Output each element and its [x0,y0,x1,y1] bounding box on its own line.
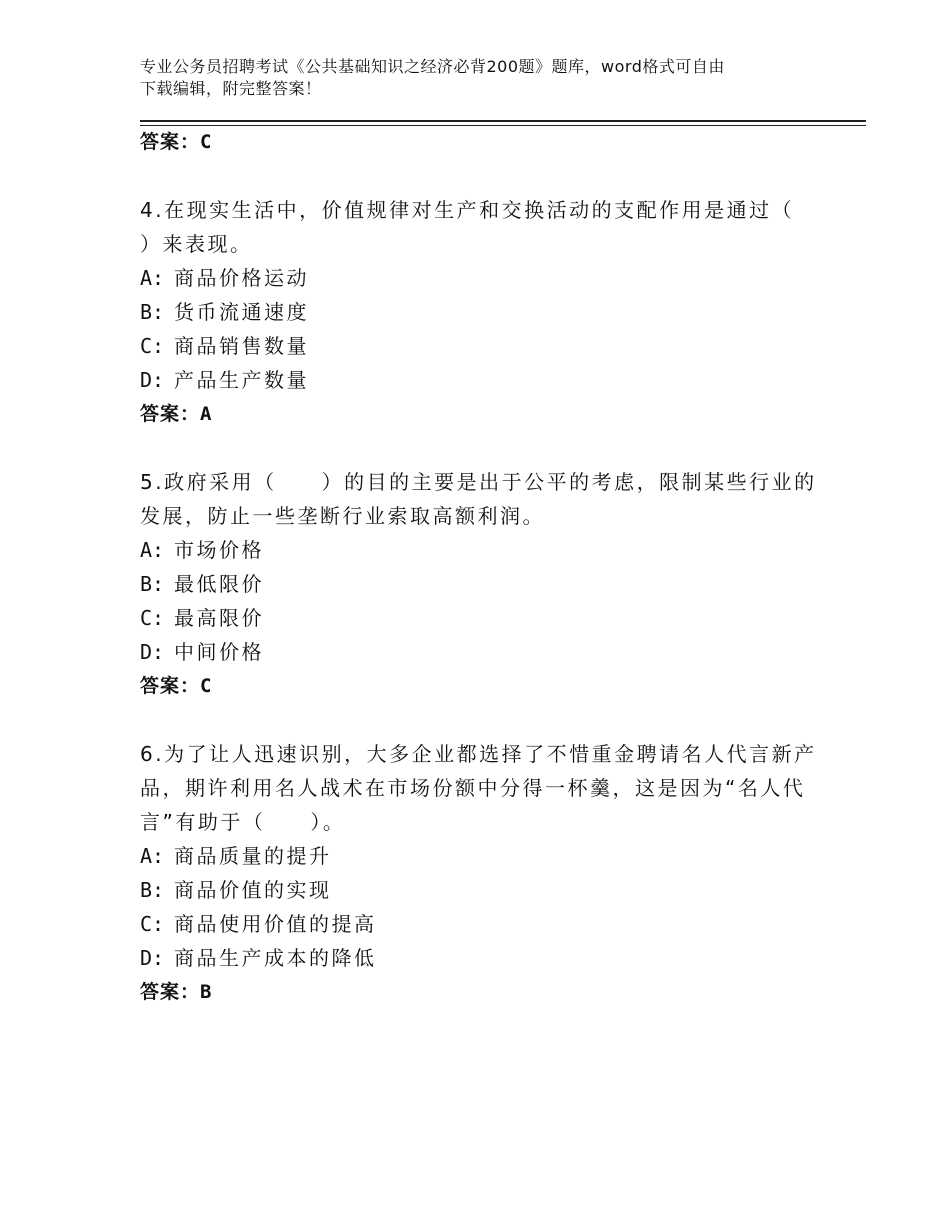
option-letter: B: [140,572,165,596]
option-text: 商品价值的实现 [174,878,332,902]
header-line-1: 专业公务员招聘考试《公共基础知识之经济必背200题》题库，word格式可自由 [140,57,725,76]
option-letter: C: [140,912,165,936]
option-b [140,567,820,601]
option-letter: C: [140,606,165,630]
answer-label: 答案： [140,131,201,153]
option-d [140,635,820,669]
option-letter: B: [140,878,165,902]
answer-line [140,975,820,1009]
option-letter: D: [140,640,165,664]
option-b [140,873,820,907]
option-c [140,601,820,635]
option-text: 最低限价 [174,572,264,596]
question-content [140,125,820,1009]
option-a [140,839,820,873]
page-header [140,56,840,100]
question-stem-line: 品，期许利用名人战术在市场份额中分得一杯羹，这是因为“名人代 [140,776,806,800]
option-text: 产品生产数量 [174,368,309,392]
option-text: 中间价格 [174,640,264,664]
option-a [140,261,820,295]
option-text: 商品生产成本的降低 [174,946,377,970]
option-text: 市场价格 [174,538,264,562]
answer-value: A [200,403,213,425]
header-divider-thick [140,120,866,122]
option-letter: D: [140,946,165,970]
option-d [140,941,820,975]
answer-label: 答案： [140,675,201,697]
option-text: 货币流通速度 [174,300,309,324]
question-stem-line: 6.为了让人迅速识别，大多企业都选择了不惜重金聘请名人代言新产 [140,742,817,766]
option-letter: B: [140,300,165,324]
answer-line [140,397,820,431]
question-stem-line: 发展，防止一些垄断行业索取高额利润。 [140,504,545,528]
option-c [140,907,820,941]
answer-value: C [200,675,213,697]
question-stem-line: 4.在现实生活中，价值规律对生产和交换活动的支配作用是通过（ [140,198,795,222]
option-letter: C: [140,334,165,358]
answer-label: 答案： [140,403,201,425]
option-letter: D: [140,368,165,392]
question-4 [140,193,820,431]
answer-value: C [200,131,213,153]
option-text: 商品使用价值的提高 [174,912,377,936]
option-letter: A: [140,844,165,868]
header-line-2: 下载编辑，附完整答案！ [140,79,322,98]
option-a [140,533,820,567]
option-d [140,363,820,397]
question-stem-line: 言”有助于（ ）。 [140,810,346,834]
option-text: 最高限价 [174,606,264,630]
answer-label: 答案： [140,981,201,1003]
option-c [140,329,820,363]
option-text: 商品质量的提升 [174,844,332,868]
option-letter: A: [140,266,165,290]
option-text: 商品价格运动 [174,266,309,290]
question-stem-line: 5.政府采用（ ）的目的主要是出于公平的考虑，限制某些行业的 [140,470,817,494]
answer-line-prev [140,125,820,159]
option-b [140,295,820,329]
question-5 [140,465,820,703]
option-text: 商品销售数量 [174,334,309,358]
answer-line [140,669,820,703]
question-6 [140,737,820,1009]
option-letter: A: [140,538,165,562]
question-stem-line: ）来表现。 [140,232,253,256]
answer-value: B [200,981,213,1003]
